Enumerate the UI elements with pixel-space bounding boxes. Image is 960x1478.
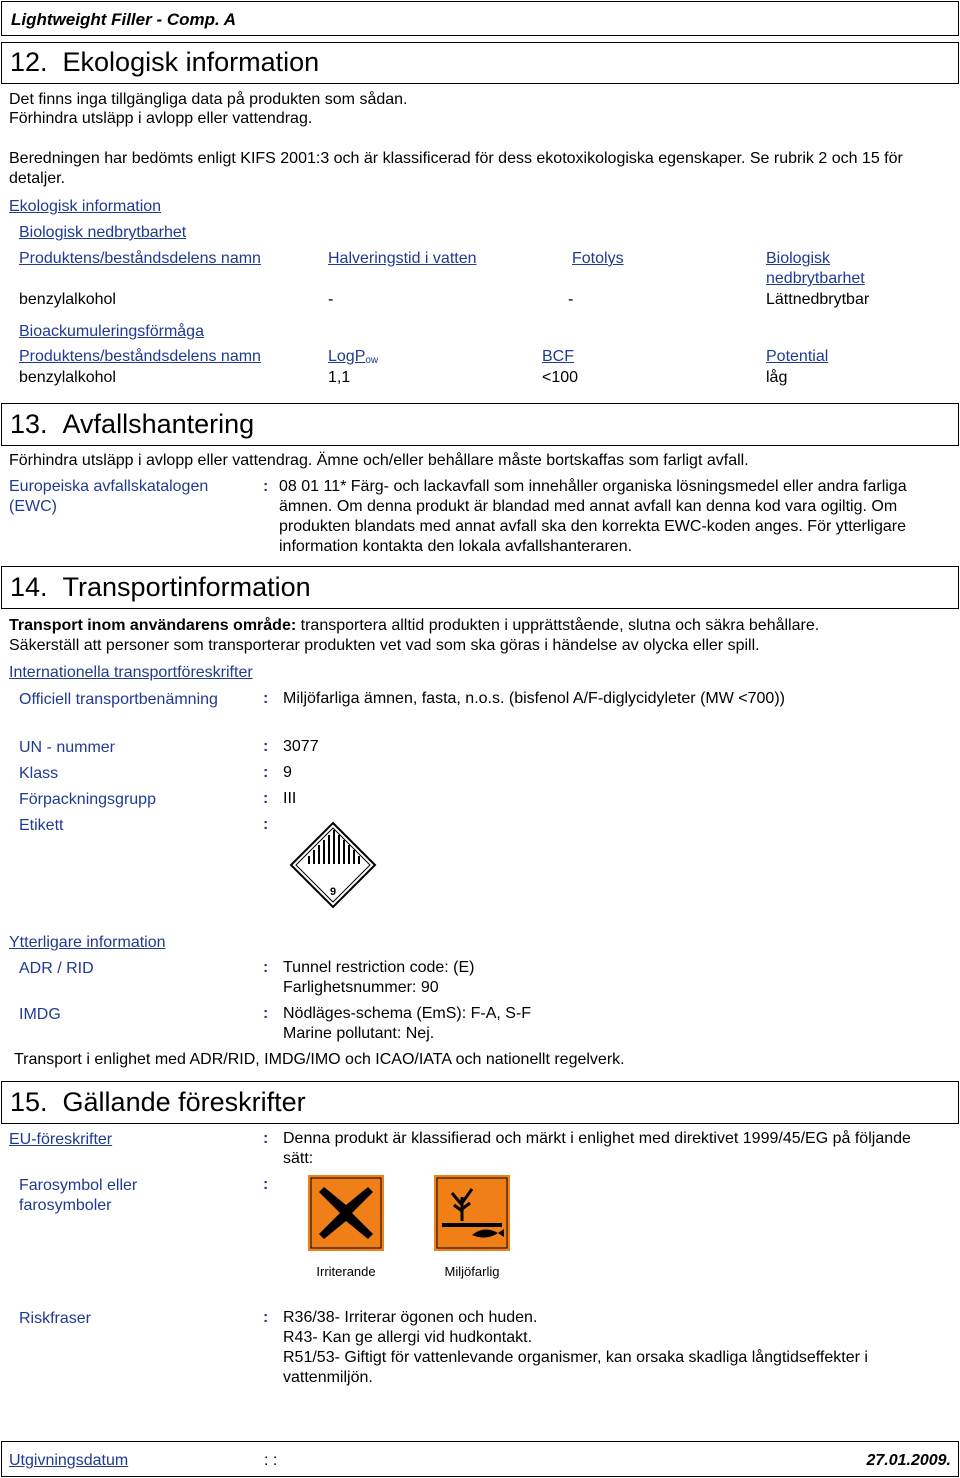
un-number-value: 3077 bbox=[283, 738, 319, 755]
document-header bbox=[1, 1, 959, 36]
issue-date-label: Utgivningsdatum bbox=[9, 1452, 129, 1469]
environment-hazard-symbol-icon bbox=[434, 1175, 510, 1251]
official-colon: : bbox=[263, 690, 269, 707]
adr-colon: : bbox=[263, 959, 269, 976]
section-15-title: 15. Gällande föreskrifter bbox=[10, 1087, 306, 1117]
assessment-paragraph: Beredningen har bedömts enligt KIFS 2001:3 och är klassificerad för dess ekotoxikologiska egenskaper. Se rubrik 2 och 15 för detaljer. bbox=[9, 150, 903, 187]
ewc-label: Europeiska avfallskatalogen (EWC) bbox=[9, 478, 209, 515]
section-12-header bbox=[1, 42, 959, 84]
bioack-row-potential: låg bbox=[766, 369, 788, 386]
section-15-header bbox=[1, 1081, 959, 1124]
section-13-title: 13. Avfallshantering bbox=[10, 409, 255, 439]
ewc-text: 08 01 11* Färg- och lackavfall som innehåller organiska lösningsmedel eller andra farliga ämnen. Om denna produkt är blandad med annat avfall kan denna kod vara ogiltig. Om produkten blandats med annat avfall ska den korrekta EWC-koden anges. För ytterligare information kontakta den lokala avfallshanteraren. bbox=[279, 478, 907, 555]
footer-bar bbox=[1, 1441, 959, 1477]
additional-info-heading: Ytterligare information bbox=[9, 934, 166, 951]
section-14-title: 14. Transportinformation bbox=[10, 572, 311, 602]
bioack-row-logp: 1,1 bbox=[328, 369, 351, 386]
issue-date-colons: : : bbox=[264, 1452, 278, 1469]
bio-row-photolysis: - bbox=[568, 291, 574, 308]
bio-row-halflife: - bbox=[328, 291, 334, 308]
hazard-symbols-label: Farosymbol eller farosymboler bbox=[19, 1177, 138, 1214]
intl-transport-heading: Internationella transportföreskrifter bbox=[9, 664, 253, 681]
bioaccumulation-heading: Bioackumuleringsförmåga bbox=[19, 323, 204, 340]
label-label: Etikett bbox=[19, 817, 64, 834]
risk-phrase-1: R36/38- Irriterar ögonen och huden. bbox=[283, 1309, 538, 1326]
bio-col-halflife: Halveringstid i vatten bbox=[328, 250, 477, 267]
product-title: Lightweight Filler - Comp. A bbox=[11, 10, 237, 29]
issue-date-value: 27.01.2009. bbox=[866, 1452, 951, 1469]
eu-colon: : bbox=[263, 1130, 269, 1147]
hazard-symbols-colon: : bbox=[263, 1176, 269, 1193]
bioack-col-bcf: BCF bbox=[542, 348, 574, 365]
bio-col-biodegradability: Biologisk nedbrytbarhet bbox=[766, 250, 865, 287]
imdg-label: IMDG bbox=[19, 1006, 61, 1023]
no-data-text: Det finns inga tillgängliga data på produkten som sådan. bbox=[9, 91, 408, 108]
section-14-header bbox=[1, 566, 959, 609]
packing-group-value: III bbox=[283, 790, 297, 807]
bio-row-name: benzylalkohol bbox=[19, 291, 116, 308]
eu-regulations-text: Denna produkt är klassifierad och märkt i enlighet med direktivet 1999/45/EG på följande sätt: bbox=[283, 1130, 911, 1167]
bioack-row-bcf: <100 bbox=[542, 369, 579, 386]
adr-line-1: Tunnel restriction code: (E) bbox=[283, 959, 475, 976]
label-colon: : bbox=[263, 816, 269, 833]
un-number-label: UN - nummer bbox=[19, 739, 116, 756]
class-label: Klass bbox=[19, 765, 59, 782]
packing-group-label: Förpackningsgrupp bbox=[19, 791, 156, 808]
official-name-label: Officiell transportbenämning bbox=[19, 691, 218, 708]
prevent-discharge-text: Förhindra utsläpp i avlopp eller vattendrag. bbox=[9, 110, 313, 127]
imdg-colon: : bbox=[263, 1005, 269, 1022]
class-9-hazard-label-icon bbox=[288, 820, 378, 910]
user-transport-2: Säkerställ att personer som transporterar produkten vet vad som ska göras i händelse av olycka eller spill. bbox=[9, 637, 760, 654]
transport-regulation-text: Transport i enlighet med ADR/RID, IMDG/IMO och ICAO/IATA och nationellt regelverk. bbox=[14, 1051, 625, 1068]
risk-phrase-2: R43- Kan ge allergi vid hudkontakt. bbox=[283, 1329, 533, 1346]
imdg-line-2: Marine pollutant: Nej. bbox=[283, 1025, 435, 1042]
bioack-col-name: Produktens/beståndsdelens namn bbox=[19, 348, 261, 365]
eu-regulations-label: EU-föreskrifter bbox=[9, 1131, 113, 1148]
imdg-line-1: Nödläges-schema (EmS): F-A, S-F bbox=[283, 1005, 532, 1022]
bio-col-photolysis: Fotolys bbox=[572, 250, 624, 267]
packing-colon: : bbox=[263, 790, 269, 807]
irritant-label: Irriterande bbox=[316, 1264, 376, 1279]
un-colon: : bbox=[263, 738, 269, 755]
risk-phrases-label: Riskfraser bbox=[19, 1310, 92, 1327]
ewc-colon: : bbox=[263, 478, 269, 495]
risk-colon: : bbox=[263, 1309, 269, 1326]
eco-info-heading: Ekologisk information bbox=[9, 198, 162, 215]
adr-line-2: Farlighetsnummer: 90 bbox=[283, 979, 439, 996]
risk-phrase-3: R51/53- Giftigt för vattenlevande organismer, kan orsaka skadliga långtidseffekter i vattenmiljön. bbox=[283, 1349, 868, 1386]
bioack-col-potential: Potential bbox=[766, 348, 829, 365]
bio-row-biodegradability: Lättnedbrytbar bbox=[766, 291, 870, 308]
environment-hazard-label: Miljöfarlig bbox=[444, 1264, 500, 1279]
disposal-text: Förhindra utsläpp i avlopp eller vattendrag. Ämne och/eller behållare måste bortskaffas som farligt avfall. bbox=[9, 452, 749, 469]
bioack-col-logp: LogP$_{ow}$ bbox=[328, 348, 379, 366]
class-value: 9 bbox=[283, 764, 292, 781]
official-name-value: Miljöfarliga ämnen, fasta, n.o.s. (bisfenol A/F-diglycidyleter (MW <700)) bbox=[283, 690, 785, 707]
section-13-header bbox=[1, 403, 959, 446]
biodegradability-heading: Biologisk nedbrytbarhet bbox=[19, 224, 187, 241]
user-transport: Transport inom användarens område: transportera alltid produkten i upprättstående, slutna och säkra behållare. bbox=[9, 617, 820, 634]
bioack-row-name: benzylalkohol bbox=[19, 369, 116, 386]
class-9-number: 9 bbox=[329, 886, 337, 898]
class-colon: : bbox=[263, 764, 269, 781]
adr-rid-label: ADR / RID bbox=[19, 960, 94, 977]
section-12-title: 12. Ekologisk information bbox=[10, 47, 320, 77]
irritant-symbol-icon bbox=[308, 1175, 384, 1251]
bio-col-name: Produktens/beståndsdelens namn bbox=[19, 250, 261, 267]
